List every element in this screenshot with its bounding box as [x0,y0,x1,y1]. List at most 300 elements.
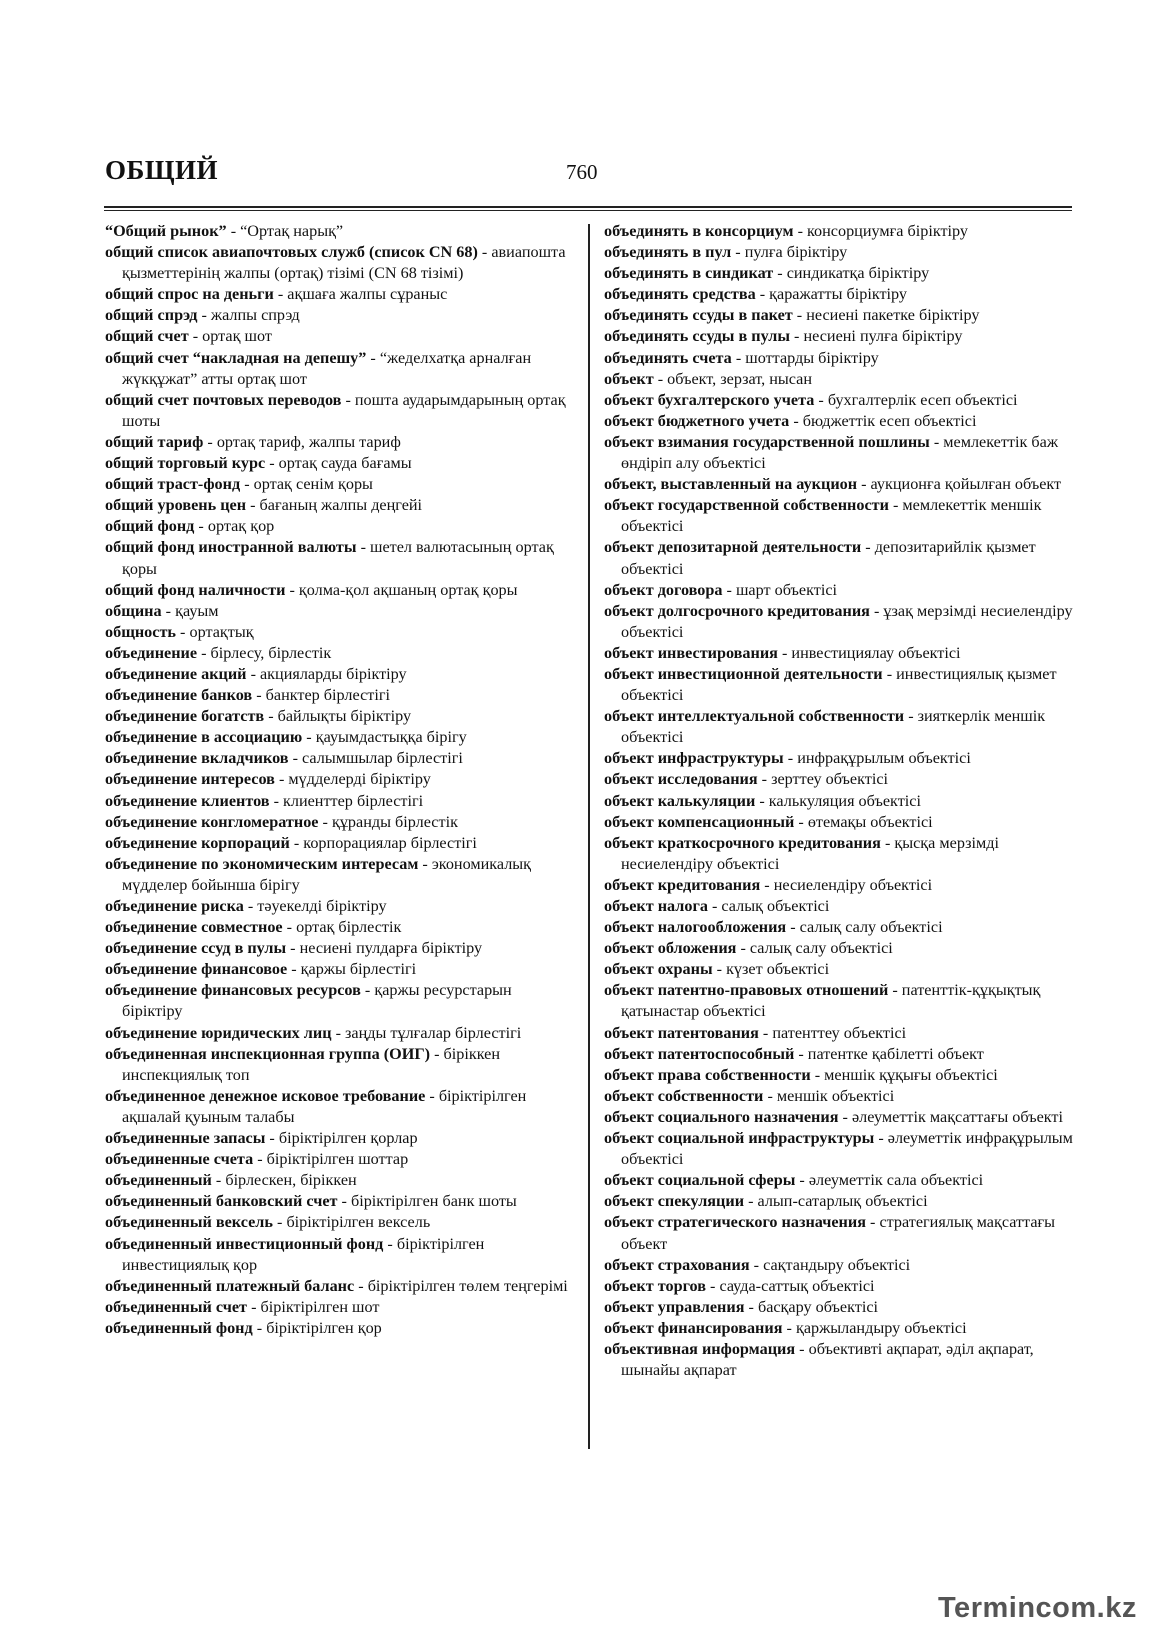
entry-separator: - [430,1044,444,1063]
site-watermark[interactable]: Termincom.kz [938,1592,1137,1624]
entry-separator: - [194,517,208,536]
entry-separator: - [337,1192,351,1211]
dictionary-entry [604,643,1074,664]
entry-separator: - [758,1023,773,1042]
entry-separator: - [252,686,266,705]
entry-term: объект инвестиционной деятельности [604,664,883,683]
dictionary-entry [604,769,1074,790]
entry-separator: - [744,1297,758,1316]
entry-definition: патенттеу объектісі [772,1023,907,1042]
left-column [105,221,570,1339]
entry-separator: - [318,812,332,831]
entry-definition: қаражатты біріктіру [769,285,908,304]
entry-term: объект компенсационный [604,812,795,831]
entry-separator: - [722,580,736,599]
page-number: 760 [566,160,598,184]
entry-term: объект краткосрочного кредитования [604,833,881,852]
entry-separator: - [782,1318,796,1337]
entry-term: объединенный счет [105,1297,248,1316]
entry-definition: байлықты біріктіру [277,707,412,726]
entry-definition: “жеделхатқа арналған жүкқұжат” атты ортақ шот [122,348,532,388]
entry-definition: шоттарды біріктіру [745,348,879,367]
dictionary-entry [604,1255,1074,1276]
entry-separator: - [289,833,304,852]
entry-definition: меншік объектісі [776,1086,895,1105]
dictionary-entry [105,580,570,601]
entry-term: объединение совместное [105,918,283,937]
dictionary-entry [604,284,1074,305]
dictionary-entry [105,1128,570,1149]
dictionary-entry [105,685,570,706]
entry-term: объединять в синдикат [604,264,774,283]
dictionary-entry [105,727,570,748]
entry-term: объект инфраструктуры [604,749,784,768]
entry-term: “Общий рынок” [105,222,227,240]
dictionary-entry [604,896,1074,917]
entry-separator: - [786,918,800,937]
entry-separator: - [240,475,254,494]
entry-separator: - [265,454,279,473]
entry-term: объект спекуляции [604,1192,745,1211]
entry-separator: - [273,285,288,304]
entry-definition: салымшылар бірлестігі [302,749,463,768]
entry-definition: ортақ сауда бағамы [278,454,412,473]
entry-definition: біріктірілген қор [266,1318,382,1337]
page-header-word: ОБЩИЙ [105,155,219,185]
entry-separator: - [810,1065,825,1084]
entry-term: объект, выставленный на аукцион [604,475,858,494]
entry-term: объединять в пул [604,243,732,262]
entry-definition: мемлекеттік меншік объектісі [621,496,1042,536]
dictionary-entry [105,284,570,305]
dictionary-entry [105,1170,570,1191]
entry-term: общий фонд наличности [105,580,286,599]
entry-separator: - [874,1129,888,1148]
entry-term: объект страхования [604,1255,750,1274]
entry-definition: синдикатқа біріктіру [786,264,930,283]
entry-separator: - [286,939,300,958]
entry-definition: инвестициялау объектісі [791,643,961,662]
entry-separator: - [707,897,722,915]
entry-definition: біріктірілген шоттар [266,1150,409,1169]
entry-term: объединенный банковский счет [105,1192,338,1211]
entry-term: объект охраны [604,960,713,979]
entry-definition: бухгалтерлік есеп объектісі [827,390,1018,409]
entry-term: объединение конгломератное [105,812,319,831]
entry-term: объект патентно-правовых отношений [604,981,889,1000]
dictionary-entry [604,917,1074,938]
dictionary-entry [105,833,570,854]
entry-definition: объективті ақпарат, әділ ақпарат, шынайы ақпарат [621,1339,1034,1380]
entry-separator: - [175,622,190,641]
entry-term: объединенный инвестиционный фонд [105,1234,384,1253]
entry-definition: заңды тұлғалар бірлестігі [345,1023,522,1042]
dictionary-entry [604,664,1074,706]
entry-term: общий фонд иностранной валюты [105,538,357,557]
entry-separator: - [869,601,884,620]
entry-separator: - [760,875,774,894]
entry-definition: инфрақұрылым объектісі [797,749,971,768]
entry-definition: несиені пулға біріктіру [803,327,963,346]
entry-definition: бағаның жалпы деңгейі [259,496,423,515]
entry-term: объединение банков [105,686,253,705]
entry-definition: сақтандыру объектісі [763,1255,911,1274]
entry-term: объект [604,369,654,388]
entry-separator: - [269,791,284,810]
entry-separator: - [882,664,897,683]
dictionary-entry [105,390,570,432]
right-column [604,221,1074,1381]
entry-definition: әлеуметтік сала объектісі [808,1171,984,1190]
entry-term: объект калькуляции [604,791,756,810]
dictionary-entry [105,622,570,643]
entry-separator: - [253,1150,267,1169]
entry-term: общий траст-фонд [105,475,241,494]
entry-definition: салық объектісі [721,897,830,915]
entry-term: объединение интересов [105,770,275,789]
entry-separator: - [755,285,770,304]
entry-separator: - [795,1171,809,1190]
entry-separator: - [794,812,808,831]
entry-separator: - [331,1023,346,1042]
entry-term: общий фонд [105,517,195,536]
entry-definition: зияткерлік меншік объектісі [621,707,1046,747]
entry-term: объединенный платежный баланс [105,1276,355,1295]
entry-definition: біріктірілген шот [260,1297,380,1316]
entry-separator: - [197,643,211,662]
entry-term: объединение финансовое [105,960,288,979]
dictionary-entry [604,1318,1074,1339]
entry-definition: ортақ шот [202,327,272,346]
entry-separator: - [383,1234,397,1253]
entry-term: объединенная инспекционная группа (ОИГ) [105,1044,431,1063]
dictionary-entry [105,453,570,474]
entry-separator: - [252,1318,267,1337]
dictionary-entry [604,1191,1074,1212]
entry-separator: - [794,1044,808,1063]
entry-separator: - [705,1276,720,1295]
entry-separator: - [288,749,303,768]
entry-term: объект управления [604,1297,745,1316]
entry-separator: - [287,960,301,979]
dictionary-entry [105,706,570,727]
entry-definition: несиелендіру объектісі [773,875,933,894]
entry-separator: - [285,580,299,599]
entry-term: объект права собственности [604,1065,811,1084]
entry-definition: біріктірілген төлем теңгерімі [367,1276,568,1295]
entry-term: объект депозитарной деятельности [604,538,862,557]
entry-definition: экономикалық мүдделер бойынша бірігу [122,854,532,894]
entry-separator: - [880,833,895,852]
entry-definition: акцияларды біріктіру [260,664,407,683]
dictionary-entry [105,305,570,326]
entry-term: общий тариф [105,432,204,451]
entry-separator: - [744,1192,758,1211]
dictionary-entry [105,643,570,664]
dictionary-entry [105,1234,570,1276]
entry-term: объект патентоспособный [604,1044,795,1063]
entry-separator: - [749,1255,764,1274]
column-divider [588,224,590,1449]
entry-term: община [105,601,162,620]
dictionary-entry [105,1297,570,1318]
entry-definition: басқару объектісі [757,1297,879,1316]
entry-term: объект социальной инфраструктуры [604,1129,875,1148]
entry-separator: - [418,854,432,873]
dictionary-entry [105,1318,570,1339]
dictionary-entry [604,1212,1074,1254]
entry-definition: объект, зерзат, нысан [667,369,813,388]
entry-definition: консорциумға біріктіру [807,222,969,240]
dictionary-entry [105,1023,570,1044]
entry-definition: ақшаға жалпы сұраныс [287,285,448,304]
entry-separator: - [838,1107,852,1126]
dictionary-entry [604,1086,1074,1107]
entry-definition: біріктірілген қорлар [278,1129,418,1148]
entry-definition: несиені пакетке біріктіру [806,306,980,325]
dictionary-entry [604,791,1074,812]
entry-definition: клиенттер бірлестігі [283,791,424,810]
entry-separator: - [354,1276,368,1295]
dictionary-entry [604,980,1074,1022]
entry-term: объект исследования [604,770,758,789]
dictionary-entry [604,221,1074,242]
entry-definition: пошта аударымдарының ортақ шоты [122,390,566,430]
entry-term: объединять средства [604,285,756,304]
entry-definition: банктер бірлестігі [265,686,390,705]
entry-separator: - [929,432,944,451]
entry-definition: жалпы спрэд [210,306,300,325]
entry-definition: ұзақ мерзімді несиелендіру объектісі [621,601,1073,641]
entry-definition: қаржы ресурстарын біріктіру [122,981,512,1021]
entry-separator: - [425,1086,439,1105]
entry-separator: - [795,1339,809,1358]
dictionary-entry [105,664,570,685]
dictionary-entry [604,474,1074,495]
entry-definition: біріктірілген банк шоты [350,1192,517,1211]
entry-definition: қауым [175,601,219,620]
entry-separator: - [789,327,804,346]
dictionary-entry [105,1086,570,1128]
entry-separator: - [789,411,803,430]
dictionary-entry [604,1044,1074,1065]
entry-term: объединение ссуд в пулы [105,939,287,958]
entry-separator: - [814,390,828,409]
entry-definition: бюджеттік есеп объектісі [802,411,977,430]
entry-term: объект налогообложения [604,918,787,937]
dictionary-entry [105,791,570,812]
entry-definition: ортақ тариф, жалпы тариф [216,432,401,451]
entry-definition: шарт объектісі [735,580,838,599]
entry-separator: - [763,1086,777,1105]
dictionary-entry [105,326,570,347]
dictionary-entry [105,769,570,790]
entry-separator: - [731,348,746,367]
entry-term: общий торговый курс [105,454,266,473]
entry-term: объект обложения [604,939,737,958]
entry-term: объединение финансовых ресурсов [105,981,361,1000]
header-rule-thin [104,210,1072,211]
dictionary-entry [604,348,1074,369]
entry-term: объединять ссуды в пакет [604,306,793,325]
entry-term: объединенные запасы [105,1129,266,1148]
entry-separator: - [341,390,355,409]
entry-term: объединенный вексель [105,1213,273,1232]
dictionary-entry [105,348,570,390]
entry-term: общий счет почтовых переводов [105,390,342,409]
dictionary-entry [604,1023,1074,1044]
entry-separator: - [793,222,807,240]
entry-term: объект социальной сферы [604,1171,796,1190]
entry-separator: - [211,1171,226,1190]
entry-separator: - [360,981,375,1000]
entry-definition: бірлесу, бірлестік [210,643,332,662]
entry-definition: біріктірілген вексель [286,1213,431,1232]
entry-term: объект бухгалтерского учета [604,390,815,409]
dictionary-entry [604,1170,1074,1191]
dictionary-entry [604,875,1074,896]
entry-term: объект инвестирования [604,643,778,662]
entry-term: объединенный [105,1171,212,1190]
dictionary-entry [604,1339,1074,1381]
entry-separator: - [188,327,203,346]
dictionary-entry [105,516,570,537]
entry-definition: патенттік-құқықтық қатынастар объектісі [621,981,1041,1021]
entry-definition: стратегиялық мақсаттағы объект [621,1213,1056,1253]
entry-definition: пулға біріктіру [744,243,848,262]
entry-separator: - [246,664,260,683]
entry-definition: несиені пулдарға біріктіру [299,939,483,958]
entry-definition: салық салу объектісі [749,939,893,958]
entry-definition: біріктірілген ақшалай қуыным талабы [122,1086,527,1126]
dictionary-entry [604,959,1074,980]
entry-separator: - [366,348,380,367]
dictionary-entry [105,748,570,769]
entry-definition: ортақтық [189,622,254,641]
entry-term: объединять счета [604,348,732,367]
entry-definition: патентке қабілетті объект [807,1044,984,1063]
entry-term: объект долгосрочного кредитования [604,601,870,620]
entry-definition: қауымдастыққа бірігу [315,728,467,747]
dictionary-entry [105,1212,570,1233]
entry-definition: қолма-қол ақшаның ортақ қоры [298,580,518,599]
entry-definition: мүдделерді біріктіру [288,770,431,789]
dictionary-entry [604,812,1074,833]
entry-term: объект торгов [604,1276,706,1295]
entry-term: объединение риска [105,897,244,915]
dictionary-entry [604,580,1074,601]
entry-definition: салық салу объектісі [799,918,943,937]
dictionary-entry [604,242,1074,263]
entry-term: объект собственности [604,1086,764,1105]
entry-separator: - [865,1213,880,1232]
entry-definition: алып-сатарлық объектісі [757,1192,928,1211]
dictionary-entry [105,959,570,980]
entry-term: объект стратегического назначения [604,1213,866,1232]
entry-term: общий список авиапочтовых служб (список CN 68) [105,243,478,262]
entry-definition: шетел валютасының ортақ қоры [122,538,554,578]
entry-separator: - [773,264,787,283]
entry-term: объединенное денежное исковое требование [105,1086,426,1105]
entry-definition: бірлескен, біріккен [225,1171,357,1190]
dictionary-entry [105,1276,570,1297]
dictionary-entry [604,537,1074,579]
entry-term: объединение акций [105,664,247,683]
entry-term: объективная информация [604,1339,796,1358]
entry-definition: меншік құқығы объектісі [824,1065,998,1084]
entry-separator: - [356,538,370,557]
entry-separator: - [161,601,176,620]
dictionary-entry [604,1107,1074,1128]
entry-definition: депозитарийлік қызмет объектісі [621,538,1036,578]
entry-definition: “Ортақ нарық” [240,222,344,240]
entry-definition: мемлекеттік баж өндіріп алу объектісі [621,432,1059,473]
entry-separator: - [203,432,217,451]
entry-term: объединение корпораций [105,833,290,852]
entry-separator: - [653,369,668,388]
entry-term: объект взимания государственной пошлины [604,432,930,451]
entry-separator: - [904,707,918,726]
entry-term: объект бюджетного учета [604,411,790,430]
entry-separator: - [264,707,278,726]
entry-term: объединение по экономическим интересам [105,854,419,873]
entry-separator: - [783,749,798,768]
entry-term: объект интеллектуальной собственности [604,707,905,726]
entry-term: объединенный фонд [105,1318,253,1337]
dictionary-entry [604,1276,1074,1297]
entry-term: объект финансирования [604,1318,783,1337]
entry-definition: құранды бірлестік [331,812,458,831]
dictionary-entry [105,854,570,896]
entry-definition: қысқа мерзімді несиелендіру объектісі [621,833,999,873]
entry-definition: біріктірілген инвестициялық қор [122,1234,485,1274]
dictionary-entry [604,748,1074,769]
entry-separator: - [857,475,871,494]
dictionary-entry [604,495,1074,537]
dictionary-entry [604,305,1074,326]
dictionary-entry [105,812,570,833]
entry-separator: - [477,243,492,262]
dictionary-entry [604,263,1074,284]
entry-term: общий спрэд [105,306,198,325]
entry-term: объединение клиентов [105,791,270,810]
entry-term: объединенные счета [105,1150,254,1169]
entry-separator: - [226,222,241,240]
entry-definition: күзет объектісі [726,960,830,979]
entry-term: общий счет “накладная на депешу” [105,348,367,367]
dictionary-entry [105,432,570,453]
entry-term: объект договора [604,580,723,599]
entry-separator: - [792,306,807,325]
dictionary-entry [105,537,570,579]
entry-term: общность [105,622,176,641]
entry-definition: зерттеу объектісі [771,770,889,789]
entry-separator: - [736,939,750,958]
dictionary-entry [105,474,570,495]
dictionary-entry [105,495,570,516]
entry-definition: аукционға қойылған объект [870,475,1062,494]
entry-separator: - [302,728,316,747]
entry-separator: - [246,496,260,515]
dictionary-entry [105,242,570,284]
entry-definition: инвестициялық қызмет объектісі [621,664,1057,705]
dictionary-entry [604,369,1074,390]
entry-definition: өтемақы объектісі [807,812,933,831]
entry-separator: - [861,538,875,557]
dictionary-entry [604,1128,1074,1170]
dictionary-entry [604,833,1074,875]
dictionary-entry [604,601,1074,643]
